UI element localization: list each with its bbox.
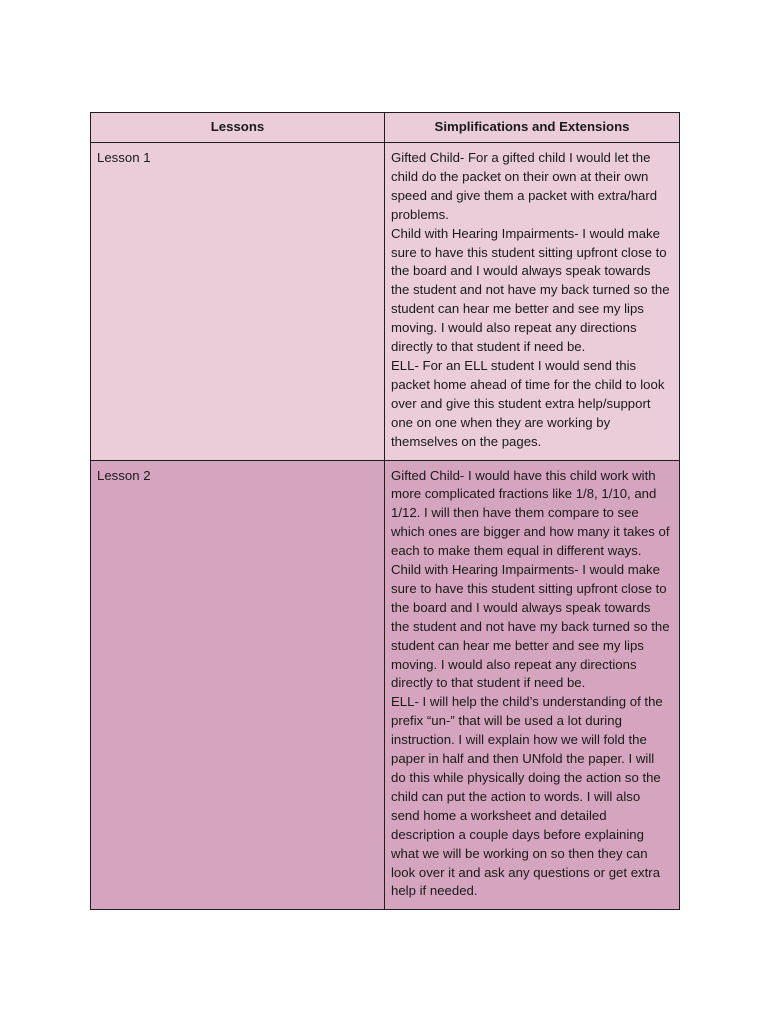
table-row	[91, 460, 680, 910]
lesson-cell: Lesson 1	[91, 143, 385, 461]
lessons-table	[90, 112, 680, 910]
simplifications-cell	[385, 460, 680, 910]
hearing-impairments-text: Child with Hearing Impairments- I would make sure to have this student sitting upfront close to the board and I would always speak towards the student and not have my back turned so the student can hear me better and see my lips moving. I would also repeat any directions directly to that student if need be.	[391, 225, 670, 355]
table-header-row	[91, 113, 680, 143]
header-lessons: Lessons	[91, 113, 385, 143]
gifted-child-text: Gifted Child- For a gifted child I would let the child do the packet on their own at their own speed and give them a packet with extra/hard problems.	[391, 150, 658, 222]
table-row	[91, 143, 680, 461]
gifted-child-text: Gifted Child- I would have this child work with more complicated fractions like 1/8, 1/10, and 1/12. I will then have them compare to see which ones are bigger and how many it takes of each to make them equal in different ways.	[391, 467, 670, 559]
ell-text: ELL- For an ELL student I would send this packet home ahead of time for the child to look over and give this student extra help/support one on one when they are working by themselves on the pages.	[391, 357, 665, 449]
header-simplifications-extensions: Simplifications and Extensions	[385, 113, 680, 143]
lesson-cell: Lesson 2	[91, 460, 385, 910]
simplifications-cell	[385, 143, 680, 461]
hearing-impairments-text: Child with Hearing Impairments- I would make sure to have this student sitting upfront close to the board and I would always speak towards the student and not have my back turned so the student can hear me better and see my lips moving. I would also repeat any directions directly to that student if need be.	[391, 562, 670, 691]
ell-text: ELL- I will help the child’s understanding of the prefix “un-” that will be used a lot during instruction. I will explain how we will fold the paper in half and then UNfold the paper. I will do this while physically doing the action so the child can put the action to words. I will also send home a worksheet and detailed description a couple days before explaining what we will be working on so then they can look over it and ask any questions or get extra help if needed.	[391, 694, 663, 899]
